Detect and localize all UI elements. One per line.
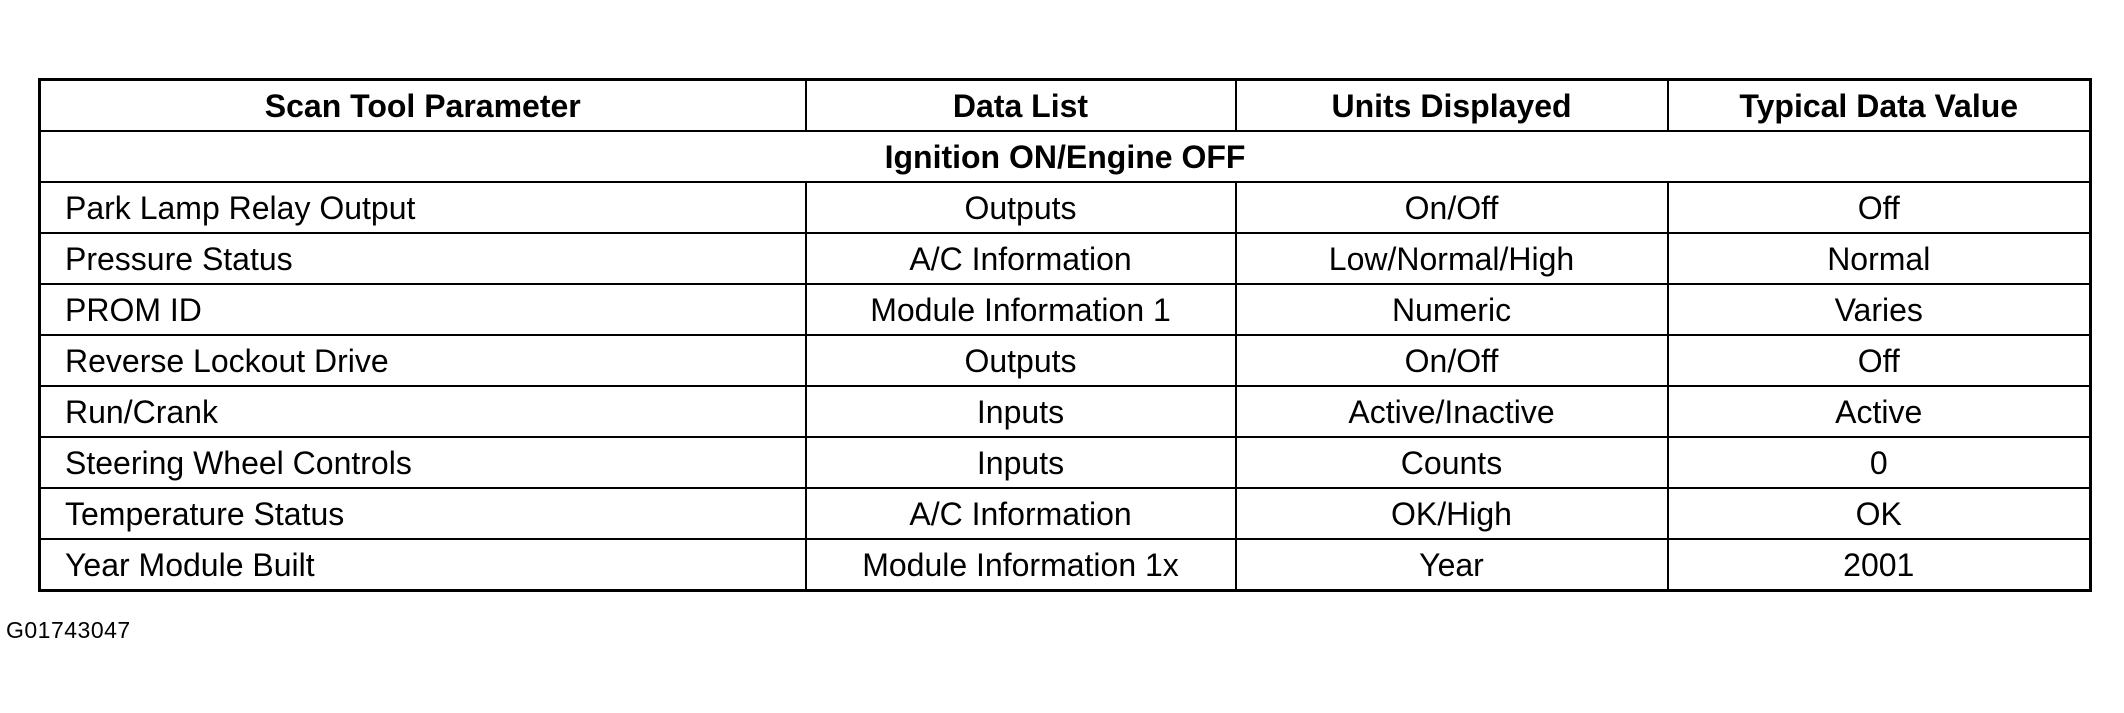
cell-parameter: Temperature Status <box>40 488 806 539</box>
cell-units: On/Off <box>1236 182 1668 233</box>
cell-data-list: A/C Information <box>806 488 1236 539</box>
cell-data-list: Inputs <box>806 437 1236 488</box>
cell-units: Low/Normal/High <box>1236 233 1668 284</box>
table-row <box>40 539 2091 591</box>
cell-data-list: Inputs <box>806 386 1236 437</box>
table-row <box>40 488 2091 539</box>
cell-typical-value: Normal <box>1668 233 2091 284</box>
cell-units: Active/Inactive <box>1236 386 1668 437</box>
scan-tool-data-table <box>38 78 2092 592</box>
cell-parameter: Reverse Lockout Drive <box>40 335 806 386</box>
header-data-list: Data List <box>806 80 1236 132</box>
cell-data-list: Outputs <box>806 182 1236 233</box>
header-units-displayed: Units Displayed <box>1236 80 1668 132</box>
cell-units: Numeric <box>1236 284 1668 335</box>
cell-data-list: Outputs <box>806 335 1236 386</box>
cell-typical-value: Off <box>1668 182 2091 233</box>
figure-id: G01743047 <box>6 617 131 643</box>
cell-parameter: PROM ID <box>40 284 806 335</box>
cell-data-list: Module Information 1x <box>806 539 1236 591</box>
cell-parameter: Run/Crank <box>40 386 806 437</box>
cell-data-list: A/C Information <box>806 233 1236 284</box>
cell-units: On/Off <box>1236 335 1668 386</box>
cell-parameter: Pressure Status <box>40 233 806 284</box>
cell-typical-value: OK <box>1668 488 2091 539</box>
cell-units: Year <box>1236 539 1668 591</box>
table-row <box>40 335 2091 386</box>
table-row <box>40 182 2091 233</box>
section-title: Ignition ON/Engine OFF <box>40 131 2091 182</box>
cell-typical-value: Off <box>1668 335 2091 386</box>
cell-units: Counts <box>1236 437 1668 488</box>
table-row <box>40 437 2091 488</box>
table-row <box>40 386 2091 437</box>
cell-units: OK/High <box>1236 488 1668 539</box>
cell-typical-value: 2001 <box>1668 539 2091 591</box>
cell-typical-value: Active <box>1668 386 2091 437</box>
cell-data-list: Module Information 1 <box>806 284 1236 335</box>
cell-parameter: Year Module Built <box>40 539 806 591</box>
section-row <box>40 131 2091 182</box>
table-row <box>40 233 2091 284</box>
table-header-row <box>40 80 2091 132</box>
scan-tool-data-table-container <box>38 78 2089 592</box>
cell-typical-value: 0 <box>1668 437 2091 488</box>
header-scan-tool-parameter: Scan Tool Parameter <box>40 80 806 132</box>
header-typical-data-value: Typical Data Value <box>1668 80 2091 132</box>
cell-parameter: Steering Wheel Controls <box>40 437 806 488</box>
table-row <box>40 284 2091 335</box>
cell-typical-value: Varies <box>1668 284 2091 335</box>
cell-parameter: Park Lamp Relay Output <box>40 182 806 233</box>
